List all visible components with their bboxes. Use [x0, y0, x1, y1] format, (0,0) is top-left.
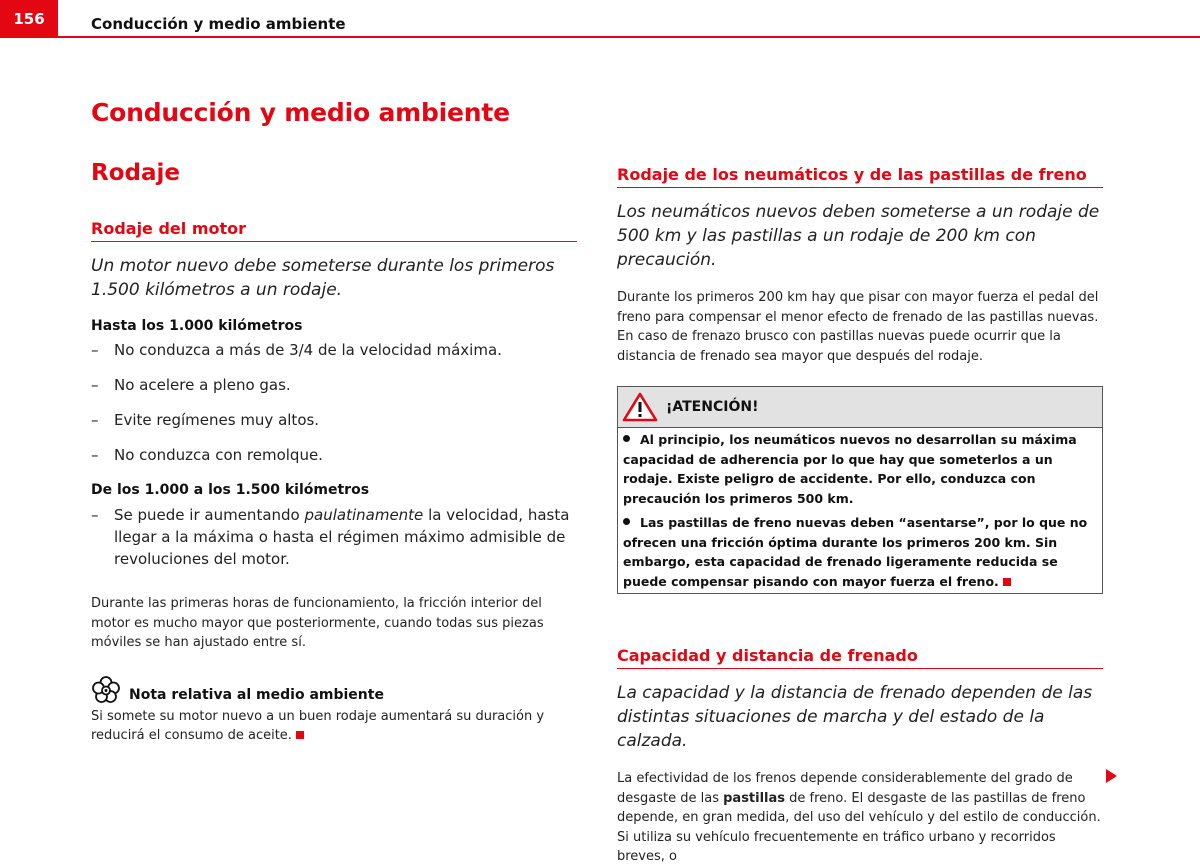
dash-bullet: – — [91, 411, 99, 429]
engine-paragraph: Durante las primeras horas de funcionamiento, la fricción interior del motor es mucho mayor que posteriormente, cuando todas sus piezas móviles se han ajustado entre sí. — [91, 596, 544, 650]
list-item-text: No conduzca con remolque. — [114, 446, 323, 464]
section-title: Rodaje — [91, 160, 180, 186]
emphasis: paulatinamente — [304, 506, 424, 524]
list-item-text: No acelere a pleno gas. — [114, 376, 291, 394]
right-column — [617, 160, 1103, 867]
engine-subheading: Rodaje del motor — [91, 219, 577, 242]
group1-list — [91, 339, 577, 466]
end-mark-icon — [296, 731, 304, 739]
flower-icon — [91, 675, 121, 705]
list-item-text: la velocidad, hasta llegar a la máxima o hasta el régimen máximo admisible de revoluciones del motor. — [114, 506, 570, 568]
list-item — [91, 339, 577, 361]
warning-item-text: Las pastillas de freno nuevas deben “asentarse”, por lo que no ofrecen una fricción óptima durante los primeros 200 km. Sin embargo, esta capacidad de frenado ligeramente reducida se puede compensar pisando con mayor fuerza el freno. — [623, 515, 1088, 589]
warning-item-text: Al principio, los neumáticos nuevos no desarrollan su máxima capacidad de adherencia por lo que hay que someterlos a un rodaje. Existe peligro de accidente. Por ello, conduzca con precaución los primeros 500 km. — [623, 432, 1077, 506]
warning-box — [617, 386, 1103, 594]
eco-note-text — [91, 707, 577, 746]
braking-paragraph — [617, 769, 1103, 867]
warning-item — [618, 513, 1102, 591]
braking-text: de freno. El desgaste de las pastillas de freno depende, en gran medida, del uso del vehículo y del estilo de conducción. Si utiliza su vehículo frecuentemente en tráfico urbano y recorridos breves, o — [617, 790, 1101, 864]
chapter-title: Conducción y medio ambiente — [91, 98, 510, 127]
braking-bold: pastillas — [723, 790, 786, 806]
eco-note-title: Nota relativa al medio ambiente — [129, 686, 384, 703]
left-column — [91, 160, 577, 746]
engine-lead: Un motor nuevo debe someterse durante los primeros 1.500 kilómetros a un rodaje. — [91, 256, 555, 300]
tyres-paragraph: Durante los primeros 200 km hay que pisar con mayor fuerza el pedal del freno para compensar el menor efecto de frenado de las pastillas nuevas. En caso de frenazo brusco con pastillas nuevas puede ocurrir que la distancia de frenado sea mayor que después del rodaje. — [617, 290, 1099, 364]
bullet-icon — [623, 518, 630, 525]
eco-note-heading — [91, 675, 577, 705]
end-mark-icon — [1003, 578, 1011, 586]
warning-item — [618, 430, 1102, 508]
dash-bullet: – — [91, 341, 99, 359]
list-item — [91, 444, 577, 466]
list-item — [91, 374, 577, 396]
braking-text: La efectividad de los frenos depende considerablemente del grado de desgaste de las — [617, 771, 1073, 806]
list-item-text: Evite regímenes muy altos. — [114, 411, 320, 429]
braking-subheading: Capacidad y distancia de frenado — [617, 646, 1103, 669]
eco-note-body: Si somete su motor nuevo a un buen rodaje aumentará su duración y reducirá el consumo de aceite. — [91, 708, 545, 743]
running-title: Conducción y medio ambiente — [91, 15, 346, 33]
group2-label: De los 1.000 a los 1.500 kilómetros — [91, 482, 370, 498]
list-item-text: No conduzca a más de 3/4 de la velocidad máxima. — [114, 341, 502, 359]
header-rule — [58, 36, 1200, 38]
list-item — [91, 409, 577, 431]
warning-header — [618, 387, 1102, 428]
list-item — [91, 504, 577, 570]
braking-lead: La capacidad y la distancia de frenado dependen de las distintas situaciones de marcha y del estado de la calzada. — [617, 683, 1093, 751]
group1-label: Hasta los 1.000 kilómetros — [91, 318, 303, 334]
warning-triangle-icon — [622, 392, 658, 422]
list-item-text: Se puede ir aumentando — [114, 506, 305, 524]
dash-bullet: – — [91, 376, 99, 394]
tyres-subheading: Rodaje de los neumáticos y de las pastillas de freno — [617, 165, 1103, 188]
warning-title: ¡ATENCIÓN! — [666, 399, 759, 415]
tyres-lead: Los neumáticos nuevos deben someterse a un rodaje de 500 km y las pastillas a un rodaje de 200 km con precaución. — [617, 202, 1100, 270]
dash-bullet: – — [91, 446, 99, 464]
bullet-icon — [623, 435, 630, 442]
dash-bullet: – — [91, 506, 99, 524]
page-number: 156 — [0, 0, 58, 38]
continue-arrow-icon — [1106, 769, 1117, 783]
